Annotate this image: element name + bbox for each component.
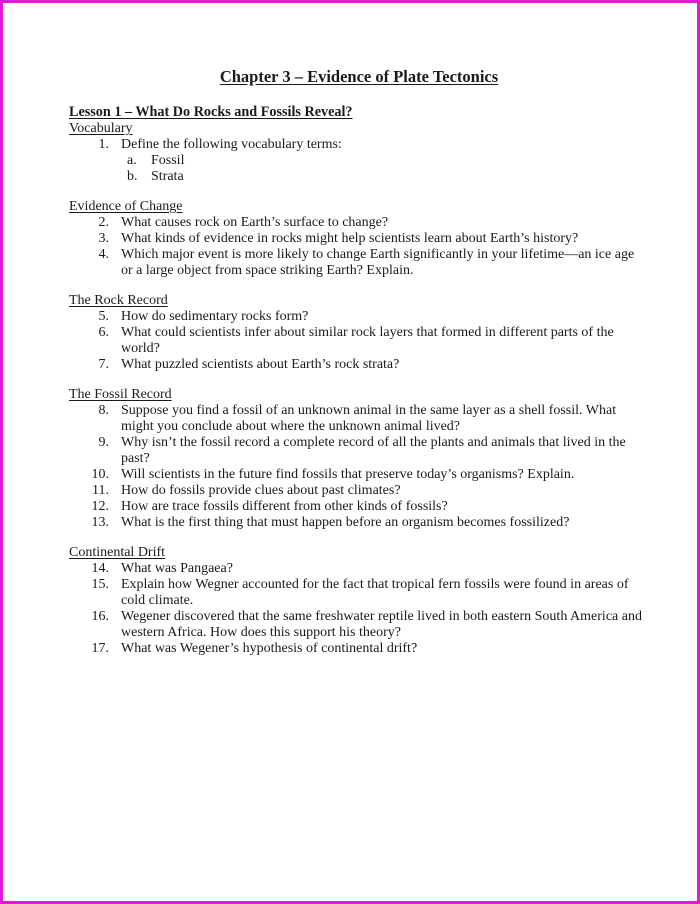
question-number: 8.: [98, 403, 109, 418]
question-number: 13.: [91, 515, 109, 530]
question-item: [69, 499, 649, 515]
question-number: 5.: [98, 309, 109, 324]
question-text: What causes rock on Earth’s surface to change?: [121, 215, 389, 230]
question-item: [69, 325, 649, 357]
vocabulary-term: [69, 153, 649, 169]
question-text: Why isn’t the fossil record a complete record of all the plants and animals that lived in the past?: [121, 435, 626, 466]
question-item: [69, 641, 649, 657]
question-text: How do sedimentary rocks form?: [121, 309, 309, 324]
section-evidence-of-change: [69, 199, 649, 279]
question-text: Suppose you find a fossil of an unknown animal in the same layer as a shell fossil. What might you conclude about where the unknown animal lived?: [121, 403, 617, 434]
question-item: [69, 577, 649, 609]
question-number: 3.: [98, 231, 109, 246]
term-letter: b.: [127, 169, 138, 184]
chapter-title: Chapter 3 – Evidence of Plate Tectonics: [219, 67, 499, 86]
question-text: How are trace fossils different from other kinds of fossils?: [121, 499, 448, 514]
question-number: 16.: [91, 609, 109, 624]
question-sections: [69, 121, 649, 657]
section-the-rock-record: [69, 293, 649, 373]
section-heading: The Rock Record: [69, 293, 168, 308]
question-item: [69, 247, 649, 279]
question-text: What kinds of evidence in rocks might help scientists learn about Earth’s history?: [121, 231, 579, 246]
question-item: [69, 483, 649, 499]
question-number: 14.: [91, 561, 109, 576]
question-item: [69, 467, 649, 483]
question-text: What could scientists infer about similar rock layers that formed in different parts of the world?: [121, 325, 614, 356]
term-letter: a.: [127, 153, 137, 168]
question-text: Define the following vocabulary terms:: [121, 137, 342, 152]
question-number: 6.: [98, 325, 109, 340]
question-text: What is the first thing that must happen before an organism becomes fossilized?: [121, 515, 570, 530]
lesson-heading: Lesson 1 – What Do Rocks and Fossils Reveal?: [69, 104, 353, 120]
question-text: Wegener discovered that the same freshwater reptile lived in both eastern South America and western Africa. How does this support his theory?: [121, 609, 642, 640]
section-heading: The Fossil Record: [69, 387, 172, 402]
question-item: [69, 231, 649, 247]
question-item: [69, 515, 649, 531]
question-number: 1.: [98, 137, 109, 152]
question-number: 9.: [98, 435, 109, 450]
question-number: 4.: [98, 247, 109, 262]
section-the-fossil-record: [69, 387, 649, 531]
section-vocabulary: [69, 121, 649, 185]
question-number: 7.: [98, 357, 109, 372]
question-item: [69, 215, 649, 231]
question-item: [69, 403, 649, 435]
section-heading: Vocabulary: [69, 121, 133, 136]
question-number: 12.: [91, 499, 109, 514]
section-continental-drift: [69, 545, 649, 657]
question-item: [69, 435, 649, 467]
question-text: What was Wegener’s hypothesis of continental drift?: [121, 641, 418, 656]
section-heading: Continental Drift: [69, 545, 166, 560]
question-item: [69, 609, 649, 641]
question-text: How do fossils provide clues about past climates?: [121, 483, 401, 498]
question-item: [69, 309, 649, 325]
question-number: 10.: [91, 467, 109, 482]
question-text: Which major event is more likely to change Earth significantly in your lifetime—an ice age or a large object from space striking Earth? Explain.: [121, 247, 635, 278]
vocabulary-term: [69, 169, 649, 185]
worksheet-page: [69, 67, 649, 657]
question-number: 17.: [91, 641, 109, 656]
question-number: 15.: [91, 577, 109, 592]
question-text: What was Pangaea?: [121, 561, 233, 576]
question-item: [69, 137, 649, 153]
question-number: 11.: [92, 483, 109, 498]
question-text: Will scientists in the future find fossils that preserve today’s organisms? Explain.: [121, 467, 575, 482]
question-text: What puzzled scientists about Earth’s rock strata?: [121, 357, 400, 372]
section-heading: Evidence of Change: [69, 199, 183, 214]
question-item: [69, 561, 649, 577]
term-text: Fossil: [151, 153, 185, 168]
question-item: [69, 357, 649, 373]
term-text: Strata: [151, 169, 184, 184]
question-text: Explain how Wegner accounted for the fact that tropical fern fossils were found in areas of cold climate.: [121, 577, 629, 608]
question-number: 2.: [98, 215, 109, 230]
